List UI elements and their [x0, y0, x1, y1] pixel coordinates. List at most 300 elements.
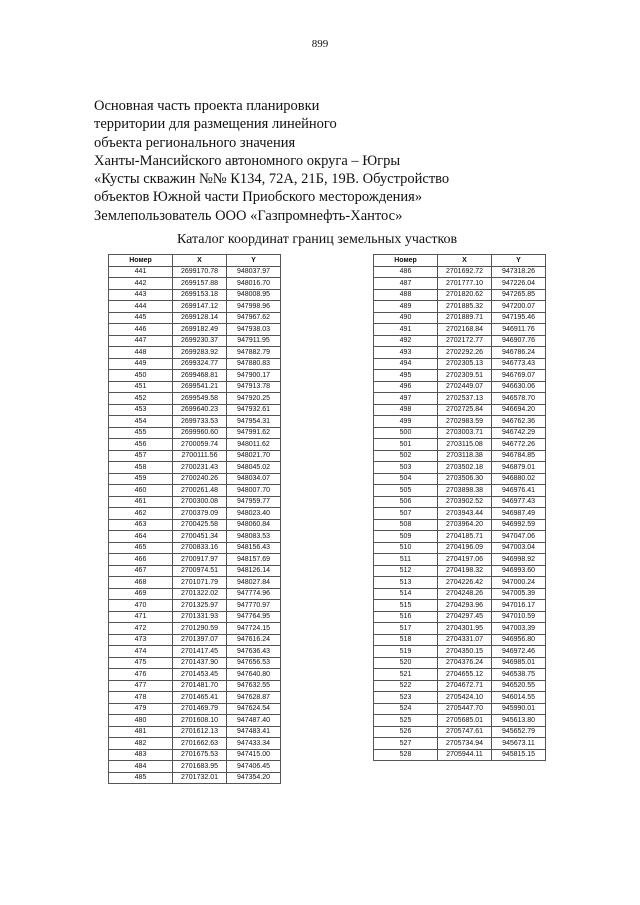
table-row [109, 749, 281, 761]
point-number-cell: 476 [109, 669, 173, 681]
column-header-number: Номер [374, 255, 438, 267]
y-coordinate-cell: 948016.70 [227, 278, 281, 290]
table-row [374, 473, 546, 485]
y-coordinate-cell: 947911.95 [227, 335, 281, 347]
y-coordinate-cell: 947195.46 [492, 312, 546, 324]
header-line: объектов Южной части Приобского месторождения» [94, 189, 423, 206]
x-coordinate-cell: 2700833.16 [173, 542, 227, 554]
table-row [374, 278, 546, 290]
header-line: «Кусты скважин №№ К134, 72А, 21Б, 19В. Обустройство [94, 171, 450, 188]
x-coordinate-cell: 2701612.13 [173, 726, 227, 738]
x-coordinate-cell: 2704297.45 [438, 611, 492, 623]
table-row [109, 485, 281, 497]
table-row [109, 404, 281, 416]
table-row [374, 634, 546, 646]
table-row [109, 508, 281, 520]
table-row [109, 692, 281, 704]
table-row [109, 531, 281, 543]
point-number-cell: 472 [109, 623, 173, 635]
x-coordinate-cell: 2705447.70 [438, 703, 492, 715]
point-number-cell: 479 [109, 703, 173, 715]
x-coordinate-cell: 2700300.08 [173, 496, 227, 508]
x-coordinate-cell: 2699128.14 [173, 312, 227, 324]
point-number-cell: 525 [374, 715, 438, 727]
x-coordinate-cell: 2699182.49 [173, 324, 227, 336]
table-row [374, 531, 546, 543]
point-number-cell: 446 [109, 324, 173, 336]
y-coordinate-cell: 946987.49 [492, 508, 546, 520]
y-coordinate-cell: 947318.26 [492, 266, 546, 278]
x-coordinate-cell: 2699640.23 [173, 404, 227, 416]
point-number-cell: 444 [109, 301, 173, 313]
y-coordinate-cell: 948011.62 [227, 439, 281, 451]
point-number-cell: 493 [374, 347, 438, 359]
point-number-cell: 492 [374, 335, 438, 347]
x-coordinate-cell: 2699549.58 [173, 393, 227, 405]
column-header-y: Y [492, 255, 546, 267]
table-row [109, 600, 281, 612]
x-coordinate-cell: 2701397.07 [173, 634, 227, 646]
y-coordinate-cell: 947880.83 [227, 358, 281, 370]
y-coordinate-cell: 947882.79 [227, 347, 281, 359]
table-row [109, 473, 281, 485]
table-row [109, 554, 281, 566]
table-row [374, 347, 546, 359]
y-coordinate-cell: 947010.59 [492, 611, 546, 623]
point-number-cell: 501 [374, 439, 438, 451]
table-row [374, 519, 546, 531]
y-coordinate-cell: 947954.31 [227, 416, 281, 428]
table-row [109, 634, 281, 646]
point-number-cell: 507 [374, 508, 438, 520]
table-row [109, 703, 281, 715]
x-coordinate-cell: 2701465.41 [173, 692, 227, 704]
table-row [109, 393, 281, 405]
point-number-cell: 514 [374, 588, 438, 600]
point-number-cell: 489 [374, 301, 438, 313]
y-coordinate-cell: 947770.97 [227, 600, 281, 612]
y-coordinate-cell: 945652.79 [492, 726, 546, 738]
x-coordinate-cell: 2705685.01 [438, 715, 492, 727]
x-coordinate-cell: 2703502.18 [438, 462, 492, 474]
table-row [374, 335, 546, 347]
table-row [109, 680, 281, 692]
x-coordinate-cell: 2702292.26 [438, 347, 492, 359]
point-number-cell: 523 [374, 692, 438, 704]
y-coordinate-cell: 946694.20 [492, 404, 546, 416]
table-row [109, 358, 281, 370]
x-coordinate-cell: 2701675.53 [173, 749, 227, 761]
point-number-cell: 484 [109, 761, 173, 773]
point-number-cell: 505 [374, 485, 438, 497]
y-coordinate-cell: 946972.46 [492, 646, 546, 658]
x-coordinate-cell: 2702305.13 [438, 358, 492, 370]
x-coordinate-cell: 2701071.79 [173, 577, 227, 589]
x-coordinate-cell: 2699153.18 [173, 289, 227, 301]
point-number-cell: 469 [109, 588, 173, 600]
point-number-cell: 477 [109, 680, 173, 692]
point-number-cell: 502 [374, 450, 438, 462]
header-line: Основная часть проекта планировки [94, 98, 320, 114]
y-coordinate-cell: 946773.43 [492, 358, 546, 370]
table-row [109, 565, 281, 577]
y-coordinate-cell: 947003.04 [492, 542, 546, 554]
x-coordinate-cell: 2703943.44 [438, 508, 492, 520]
x-coordinate-cell: 2700379.09 [173, 508, 227, 520]
table-row [374, 611, 546, 623]
point-number-cell: 510 [374, 542, 438, 554]
x-coordinate-cell: 2700917.97 [173, 554, 227, 566]
table-row [109, 439, 281, 451]
catalog-title: Каталог координат границ земельных участков [177, 232, 458, 247]
table-row [109, 611, 281, 623]
point-number-cell: 452 [109, 393, 173, 405]
x-coordinate-cell: 2701820.62 [438, 289, 492, 301]
point-number-cell: 456 [109, 439, 173, 451]
x-coordinate-cell: 2702983.59 [438, 416, 492, 428]
table-row [374, 462, 546, 474]
x-coordinate-cell: 2699468.81 [173, 370, 227, 382]
point-number-cell: 478 [109, 692, 173, 704]
table-row [374, 416, 546, 428]
y-coordinate-cell: 946014.55 [492, 692, 546, 704]
page-number: 899 [311, 38, 329, 50]
table-row [374, 301, 546, 313]
point-number-cell: 443 [109, 289, 173, 301]
x-coordinate-cell: 2704226.42 [438, 577, 492, 589]
point-number-cell: 470 [109, 600, 173, 612]
x-coordinate-cell: 2699157.88 [173, 278, 227, 290]
point-number-cell: 491 [374, 324, 438, 336]
y-coordinate-cell: 947632.55 [227, 680, 281, 692]
point-number-cell: 488 [374, 289, 438, 301]
point-number-cell: 449 [109, 358, 173, 370]
point-number-cell: 518 [374, 634, 438, 646]
point-number-cell: 465 [109, 542, 173, 554]
table-row [109, 266, 281, 278]
x-coordinate-cell: 2703003.71 [438, 427, 492, 439]
table-row [109, 324, 281, 336]
x-coordinate-cell: 2703118.38 [438, 450, 492, 462]
x-coordinate-cell: 2700425.58 [173, 519, 227, 531]
point-number-cell: 461 [109, 496, 173, 508]
document-header [94, 97, 554, 225]
table-row [374, 588, 546, 600]
point-number-cell: 463 [109, 519, 173, 531]
y-coordinate-cell: 947000.24 [492, 577, 546, 589]
y-coordinate-cell: 945815.15 [492, 749, 546, 761]
table-header-row [109, 255, 281, 267]
x-coordinate-cell: 2701469.79 [173, 703, 227, 715]
table-row [374, 324, 546, 336]
x-coordinate-cell: 2702537.13 [438, 393, 492, 405]
x-coordinate-cell: 2704197.06 [438, 554, 492, 566]
x-coordinate-cell: 2699733.53 [173, 416, 227, 428]
table-row [374, 703, 546, 715]
point-number-cell: 464 [109, 531, 173, 543]
table-row [374, 680, 546, 692]
point-number-cell: 512 [374, 565, 438, 577]
coordinates-table-left [108, 254, 281, 784]
y-coordinate-cell: 946772.26 [492, 439, 546, 451]
column-header-x: X [438, 255, 492, 267]
x-coordinate-cell: 2703506.30 [438, 473, 492, 485]
y-coordinate-cell: 947406.45 [227, 761, 281, 773]
y-coordinate-cell: 945613.80 [492, 715, 546, 727]
y-coordinate-cell: 947047.06 [492, 531, 546, 543]
x-coordinate-cell: 2699283.92 [173, 347, 227, 359]
point-number-cell: 453 [109, 404, 173, 416]
table-row [109, 370, 281, 382]
x-coordinate-cell: 2705944.11 [438, 749, 492, 761]
y-coordinate-cell: 946907.76 [492, 335, 546, 347]
table-row [109, 726, 281, 738]
y-coordinate-cell: 946977.43 [492, 496, 546, 508]
x-coordinate-cell: 2704655.12 [438, 669, 492, 681]
x-coordinate-cell: 2700059.74 [173, 439, 227, 451]
y-coordinate-cell: 946762.36 [492, 416, 546, 428]
table-row [374, 450, 546, 462]
y-coordinate-cell: 948021.70 [227, 450, 281, 462]
y-coordinate-cell: 946742.29 [492, 427, 546, 439]
y-coordinate-cell: 946911.76 [492, 324, 546, 336]
y-coordinate-cell: 947998.96 [227, 301, 281, 313]
point-number-cell: 516 [374, 611, 438, 623]
point-number-cell: 454 [109, 416, 173, 428]
x-coordinate-cell: 2700451.34 [173, 531, 227, 543]
x-coordinate-cell: 2703898.38 [438, 485, 492, 497]
x-coordinate-cell: 2704198.32 [438, 565, 492, 577]
table-row [109, 519, 281, 531]
y-coordinate-cell: 945673.11 [492, 738, 546, 750]
y-coordinate-cell: 948007.70 [227, 485, 281, 497]
point-number-cell: 515 [374, 600, 438, 612]
table-row [109, 623, 281, 635]
point-number-cell: 524 [374, 703, 438, 715]
point-number-cell: 500 [374, 427, 438, 439]
point-number-cell: 445 [109, 312, 173, 324]
table-row [374, 749, 546, 761]
table-row [374, 381, 546, 393]
column-header-y: Y [227, 255, 281, 267]
x-coordinate-cell: 2703964.20 [438, 519, 492, 531]
x-coordinate-cell: 2705734.94 [438, 738, 492, 750]
column-header-number: Номер [109, 255, 173, 267]
x-coordinate-cell: 2700231.43 [173, 462, 227, 474]
table-row [109, 761, 281, 773]
point-number-cell: 475 [109, 657, 173, 669]
point-number-cell: 462 [109, 508, 173, 520]
table-row [109, 289, 281, 301]
x-coordinate-cell: 2701608.10 [173, 715, 227, 727]
x-coordinate-cell: 2705747.61 [438, 726, 492, 738]
point-number-cell: 447 [109, 335, 173, 347]
x-coordinate-cell: 2701417.45 [173, 646, 227, 658]
x-coordinate-cell: 2699324.77 [173, 358, 227, 370]
point-number-cell: 490 [374, 312, 438, 324]
point-number-cell: 526 [374, 726, 438, 738]
x-coordinate-cell: 2701325.97 [173, 600, 227, 612]
x-coordinate-cell: 2704331.07 [438, 634, 492, 646]
x-coordinate-cell: 2704248.26 [438, 588, 492, 600]
y-coordinate-cell: 947724.15 [227, 623, 281, 635]
table-row [374, 439, 546, 451]
x-coordinate-cell: 2702172.77 [438, 335, 492, 347]
y-coordinate-cell: 948037.97 [227, 266, 281, 278]
y-coordinate-cell: 947354.20 [227, 772, 281, 784]
table-row [374, 692, 546, 704]
x-coordinate-cell: 2701437.90 [173, 657, 227, 669]
point-number-cell: 528 [374, 749, 438, 761]
y-coordinate-cell: 947920.25 [227, 393, 281, 405]
x-coordinate-cell: 2701481.70 [173, 680, 227, 692]
y-coordinate-cell: 947913.78 [227, 381, 281, 393]
table-row [374, 600, 546, 612]
y-coordinate-cell: 946993.60 [492, 565, 546, 577]
y-coordinate-cell: 947483.41 [227, 726, 281, 738]
table-row [374, 266, 546, 278]
y-coordinate-cell: 947415.00 [227, 749, 281, 761]
y-coordinate-cell: 947932.61 [227, 404, 281, 416]
y-coordinate-cell: 947764.95 [227, 611, 281, 623]
y-coordinate-cell: 946985.01 [492, 657, 546, 669]
table-row [374, 485, 546, 497]
header-line: Землепользователь ООО «Газпромнефть-Хантос» [94, 207, 403, 224]
y-coordinate-cell: 947016.17 [492, 600, 546, 612]
x-coordinate-cell: 2700974.51 [173, 565, 227, 577]
table-row [374, 726, 546, 738]
table-row [109, 588, 281, 600]
table-row [109, 715, 281, 727]
y-coordinate-cell: 946880.02 [492, 473, 546, 485]
y-coordinate-cell: 948156.43 [227, 542, 281, 554]
x-coordinate-cell: 2699230.37 [173, 335, 227, 347]
x-coordinate-cell: 2705424.10 [438, 692, 492, 704]
y-coordinate-cell: 947967.62 [227, 312, 281, 324]
point-number-cell: 506 [374, 496, 438, 508]
y-coordinate-cell: 948027.84 [227, 577, 281, 589]
table-row [374, 657, 546, 669]
table-row [109, 646, 281, 658]
y-coordinate-cell: 947005.39 [492, 588, 546, 600]
y-coordinate-cell: 946538.75 [492, 669, 546, 681]
y-coordinate-cell: 946976.41 [492, 485, 546, 497]
y-coordinate-cell: 948083.53 [227, 531, 281, 543]
point-number-cell: 511 [374, 554, 438, 566]
point-number-cell: 460 [109, 485, 173, 497]
point-number-cell: 459 [109, 473, 173, 485]
x-coordinate-cell: 2699147.12 [173, 301, 227, 313]
point-number-cell: 503 [374, 462, 438, 474]
table-row [109, 577, 281, 589]
y-coordinate-cell: 948126.14 [227, 565, 281, 577]
x-coordinate-cell: 2700240.26 [173, 473, 227, 485]
point-number-cell: 522 [374, 680, 438, 692]
table-row [109, 496, 281, 508]
y-coordinate-cell: 946992.59 [492, 519, 546, 531]
table-row [374, 370, 546, 382]
x-coordinate-cell: 2701692.72 [438, 266, 492, 278]
x-coordinate-cell: 2700111.56 [173, 450, 227, 462]
y-coordinate-cell: 946630.06 [492, 381, 546, 393]
point-number-cell: 494 [374, 358, 438, 370]
table-row [109, 738, 281, 750]
table-row [374, 554, 546, 566]
point-number-cell: 508 [374, 519, 438, 531]
y-coordinate-cell: 947616.24 [227, 634, 281, 646]
x-coordinate-cell: 2699170.78 [173, 266, 227, 278]
x-coordinate-cell: 2699541.21 [173, 381, 227, 393]
header-line: Ханты-Мансийского автономного округа – Югры [94, 152, 401, 169]
y-coordinate-cell: 947636.43 [227, 646, 281, 658]
column-header-x: X [173, 255, 227, 267]
y-coordinate-cell: 948023.40 [227, 508, 281, 520]
y-coordinate-cell: 947624.54 [227, 703, 281, 715]
point-number-cell: 499 [374, 416, 438, 428]
y-coordinate-cell: 946520.55 [492, 680, 546, 692]
point-number-cell: 498 [374, 404, 438, 416]
x-coordinate-cell: 2701290.59 [173, 623, 227, 635]
x-coordinate-cell: 2700261.48 [173, 485, 227, 497]
table-row [374, 496, 546, 508]
y-coordinate-cell: 947200.07 [492, 301, 546, 313]
y-coordinate-cell: 947991.62 [227, 427, 281, 439]
y-coordinate-cell: 947628.87 [227, 692, 281, 704]
point-number-cell: 442 [109, 278, 173, 290]
x-coordinate-cell: 2704376.24 [438, 657, 492, 669]
point-number-cell: 474 [109, 646, 173, 658]
point-number-cell: 517 [374, 623, 438, 635]
point-number-cell: 467 [109, 565, 173, 577]
point-number-cell: 441 [109, 266, 173, 278]
table-row [374, 404, 546, 416]
table-row [109, 669, 281, 681]
point-number-cell: 513 [374, 577, 438, 589]
table-row [374, 669, 546, 681]
y-coordinate-cell: 947938.03 [227, 324, 281, 336]
table-row [374, 565, 546, 577]
x-coordinate-cell: 2701331.93 [173, 611, 227, 623]
y-coordinate-cell: 947640.80 [227, 669, 281, 681]
x-coordinate-cell: 2701885.32 [438, 301, 492, 313]
point-number-cell: 521 [374, 669, 438, 681]
point-number-cell: 527 [374, 738, 438, 750]
x-coordinate-cell: 2703902.52 [438, 496, 492, 508]
point-number-cell: 504 [374, 473, 438, 485]
y-coordinate-cell: 947003.39 [492, 623, 546, 635]
y-coordinate-cell: 947265.85 [492, 289, 546, 301]
x-coordinate-cell: 2704293.96 [438, 600, 492, 612]
x-coordinate-cell: 2701322.02 [173, 588, 227, 600]
table-row [374, 623, 546, 635]
point-number-cell: 509 [374, 531, 438, 543]
table-row [109, 657, 281, 669]
point-number-cell: 497 [374, 393, 438, 405]
point-number-cell: 473 [109, 634, 173, 646]
y-coordinate-cell: 947487.40 [227, 715, 281, 727]
point-number-cell: 468 [109, 577, 173, 589]
point-number-cell: 487 [374, 278, 438, 290]
point-number-cell: 451 [109, 381, 173, 393]
y-coordinate-cell: 947774.96 [227, 588, 281, 600]
x-coordinate-cell: 2701732.01 [173, 772, 227, 784]
table-row [374, 358, 546, 370]
point-number-cell: 481 [109, 726, 173, 738]
header-line: объекта регионального значения [94, 134, 296, 151]
header-line: территории для размещения линейного [94, 116, 337, 133]
point-number-cell: 458 [109, 462, 173, 474]
x-coordinate-cell: 2704350.15 [438, 646, 492, 658]
